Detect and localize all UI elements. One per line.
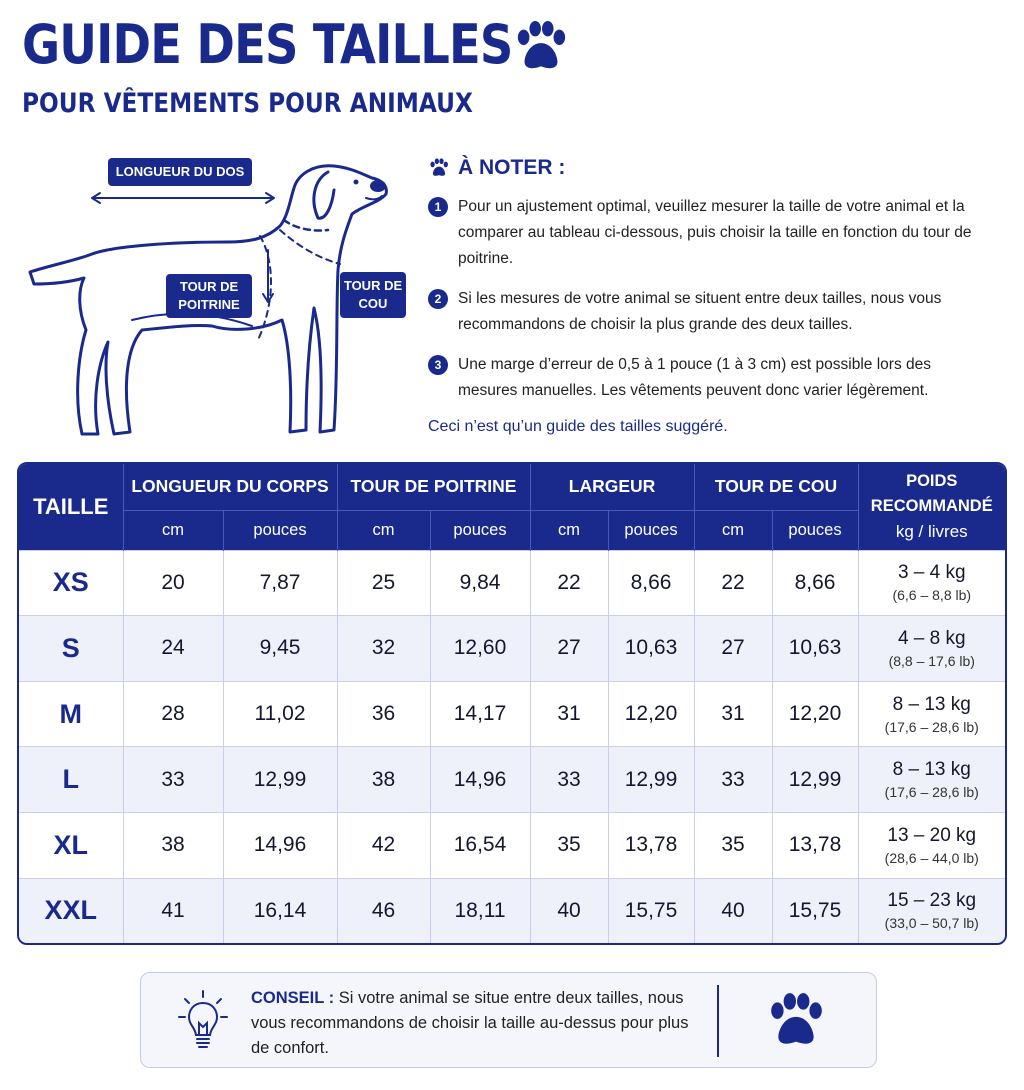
back-length-tag bbox=[108, 158, 252, 186]
weight-cell bbox=[858, 550, 1005, 616]
measurement-cell: 11,02 bbox=[223, 681, 337, 747]
weight-lb: (33,0 – 50,7 lb) bbox=[884, 915, 979, 932]
measurement-cell: 16,14 bbox=[223, 878, 337, 943]
neck-label-line2: COU bbox=[358, 296, 388, 311]
measurement-cell: 15,75 bbox=[772, 878, 858, 943]
weight-kg: 8 – 13 kg bbox=[892, 759, 971, 781]
measurement-cell: 12,99 bbox=[223, 747, 337, 813]
size-cell: XL bbox=[19, 813, 123, 879]
measurement-cell: 18,11 bbox=[430, 878, 530, 943]
table-row bbox=[19, 550, 1005, 616]
chest-label-line2: POITRINE bbox=[178, 297, 240, 312]
unit-header-cm: cm bbox=[530, 510, 608, 550]
size-table bbox=[17, 462, 1007, 945]
unit-header-inches: pouces bbox=[608, 510, 694, 550]
measurement-cell: 33 bbox=[123, 747, 223, 813]
weight-column-header bbox=[858, 464, 1005, 550]
neck-tag bbox=[340, 272, 406, 318]
neck-label-line1: TOUR DE bbox=[343, 278, 403, 294]
note-number: 1 bbox=[428, 197, 448, 217]
tip-label: CONSEIL : bbox=[251, 989, 335, 1007]
table-row bbox=[19, 878, 1005, 943]
weight-cell bbox=[858, 878, 1005, 943]
note-number: 2 bbox=[428, 289, 448, 309]
paw-icon bbox=[512, 20, 570, 74]
weight-kg: 8 – 13 kg bbox=[892, 693, 971, 715]
measurement-cell: 13,78 bbox=[608, 813, 694, 879]
group-header-chest: TOUR DE POITRINE bbox=[337, 464, 530, 510]
size-cell: S bbox=[19, 616, 123, 682]
weight-header-line2: RECOMMANDÉ bbox=[870, 497, 993, 516]
measurement-cell: 22 bbox=[694, 550, 772, 616]
tip-body: Si votre animal se situe entre deux tailles, nous vous recommandons de choisir la taille au-dessus pour plus de confort. bbox=[251, 989, 689, 1057]
note-text: Pour un ajustement optimal, veuillez mesurer la taille de votre animal et la comparer au tableau ci-dessous, puis choisir la taille en fonction du tour de poitrine. bbox=[458, 198, 972, 267]
weight-header-unit: kg / livres bbox=[895, 522, 968, 542]
lightbulb-icon bbox=[177, 989, 229, 1053]
measurement-cell: 35 bbox=[530, 813, 608, 879]
measurement-cell: 10,63 bbox=[608, 616, 694, 682]
size-cell: XXL bbox=[19, 878, 123, 943]
paw-icon bbox=[765, 991, 827, 1051]
weight-kg: 15 – 23 kg bbox=[887, 890, 977, 912]
measurement-cell: 42 bbox=[337, 813, 430, 879]
note-text: Une marge d’erreur de 0,5 à 1 pouce (1 à 3 cm) est possible lors des mesures manuelles. Les vêtements peuvent donc varier légèrement. bbox=[458, 356, 931, 399]
notes-section bbox=[428, 156, 988, 436]
measurement-cell: 46 bbox=[337, 878, 430, 943]
notes-heading-text: À NOTER : bbox=[458, 156, 566, 179]
measurement-cell: 20 bbox=[123, 550, 223, 616]
measurement-cell: 24 bbox=[123, 616, 223, 682]
measurement-cell: 14,17 bbox=[430, 681, 530, 747]
notes-heading bbox=[428, 156, 988, 180]
table-row bbox=[19, 813, 1005, 879]
measurement-cell: 12,20 bbox=[608, 681, 694, 747]
measurement-cell: 9,45 bbox=[223, 616, 337, 682]
weight-header-line1: POIDS bbox=[906, 472, 958, 491]
unit-header-cm: cm bbox=[337, 510, 430, 550]
note-item bbox=[428, 194, 988, 272]
group-header-neck: TOUR DE COU bbox=[694, 464, 858, 510]
measurement-cell: 27 bbox=[530, 616, 608, 682]
unit-header-cm: cm bbox=[694, 510, 772, 550]
group-header-width: LARGEUR bbox=[530, 464, 694, 510]
measurement-cell: 8,66 bbox=[608, 550, 694, 616]
chest-label-line1: TOUR DE bbox=[179, 279, 239, 295]
back-length-label: LONGUEUR DU DOS bbox=[115, 164, 245, 180]
measurement-cell: 22 bbox=[530, 550, 608, 616]
measurement-cell: 12,20 bbox=[772, 681, 858, 747]
tip-text bbox=[251, 986, 701, 1061]
unit-header-inches: pouces bbox=[772, 510, 858, 550]
measurement-cell: 13,78 bbox=[772, 813, 858, 879]
note-text: Si les mesures de votre animal se situent entre deux tailles, nous vous recommandons de choisir la plus grande des deux tailles. bbox=[458, 290, 942, 333]
weight-lb: (8,8 – 17,6 lb) bbox=[888, 652, 975, 669]
measurement-cell: 35 bbox=[694, 813, 772, 879]
measurement-cell: 36 bbox=[337, 681, 430, 747]
measurement-cell: 41 bbox=[123, 878, 223, 943]
suggested-guide-note: Ceci n’est qu’un guide des tailles suggéré. bbox=[428, 418, 728, 435]
table-row bbox=[19, 681, 1005, 747]
table-row bbox=[19, 616, 1005, 682]
measurement-cell: 31 bbox=[530, 681, 608, 747]
measurement-cell: 16,54 bbox=[430, 813, 530, 879]
group-header-body-length: LONGUEUR DU CORPS bbox=[123, 464, 337, 510]
note-item bbox=[428, 286, 988, 338]
measurement-cell: 40 bbox=[530, 878, 608, 943]
tip-divider bbox=[717, 985, 719, 1057]
measurement-cell: 38 bbox=[337, 747, 430, 813]
measurement-cell: 7,87 bbox=[223, 550, 337, 616]
unit-header-cm: cm bbox=[123, 510, 223, 550]
weight-cell bbox=[858, 813, 1005, 879]
table-row bbox=[19, 747, 1005, 813]
measurement-cell: 10,63 bbox=[772, 616, 858, 682]
size-cell: M bbox=[19, 681, 123, 747]
unit-header-inches: pouces bbox=[223, 510, 337, 550]
measurement-cell: 12,99 bbox=[608, 747, 694, 813]
note-item bbox=[428, 352, 988, 404]
measurement-cell: 8,66 bbox=[772, 550, 858, 616]
size-cell: L bbox=[19, 747, 123, 813]
measurement-cell: 15,75 bbox=[608, 878, 694, 943]
measurement-cell: 14,96 bbox=[430, 747, 530, 813]
weight-kg: 4 – 8 kg bbox=[897, 627, 966, 649]
weight-kg: 3 – 4 kg bbox=[897, 562, 966, 584]
measurement-cell: 12,99 bbox=[772, 747, 858, 813]
page-subtitle: POUR VÊTEMENTS POUR ANIMAUX bbox=[22, 88, 473, 119]
measurement-cell: 28 bbox=[123, 681, 223, 747]
measurement-cell: 32 bbox=[337, 616, 430, 682]
measurement-cell: 40 bbox=[694, 878, 772, 943]
measurement-cell: 27 bbox=[694, 616, 772, 682]
measurement-cell: 25 bbox=[337, 550, 430, 616]
measurement-cell: 31 bbox=[694, 681, 772, 747]
size-column-header: TAILLE bbox=[19, 464, 123, 550]
note-number: 3 bbox=[428, 355, 448, 375]
weight-cell bbox=[858, 747, 1005, 813]
weight-kg: 13 – 20 kg bbox=[887, 824, 977, 846]
tip-box bbox=[140, 972, 877, 1068]
weight-cell bbox=[858, 681, 1005, 747]
weight-cell bbox=[858, 616, 1005, 682]
measurement-cell: 9,84 bbox=[430, 550, 530, 616]
weight-lb: (6,6 – 8,8 lb) bbox=[892, 587, 972, 604]
measurement-cell: 12,60 bbox=[430, 616, 530, 682]
measurement-cell: 33 bbox=[530, 747, 608, 813]
measurement-cell: 33 bbox=[694, 747, 772, 813]
size-cell: XS bbox=[19, 550, 123, 616]
page-title: GUIDE DES TAILLES bbox=[22, 13, 513, 76]
measurement-cell: 14,96 bbox=[223, 813, 337, 879]
measurement-cell: 38 bbox=[123, 813, 223, 879]
weight-lb: (28,6 – 44,0 lb) bbox=[884, 849, 979, 866]
weight-lb: (17,6 – 28,6 lb) bbox=[884, 784, 979, 801]
weight-lb: (17,6 – 28,6 lb) bbox=[884, 718, 979, 735]
unit-header-inches: pouces bbox=[430, 510, 530, 550]
chest-tag bbox=[166, 274, 252, 318]
paw-icon bbox=[428, 158, 450, 178]
